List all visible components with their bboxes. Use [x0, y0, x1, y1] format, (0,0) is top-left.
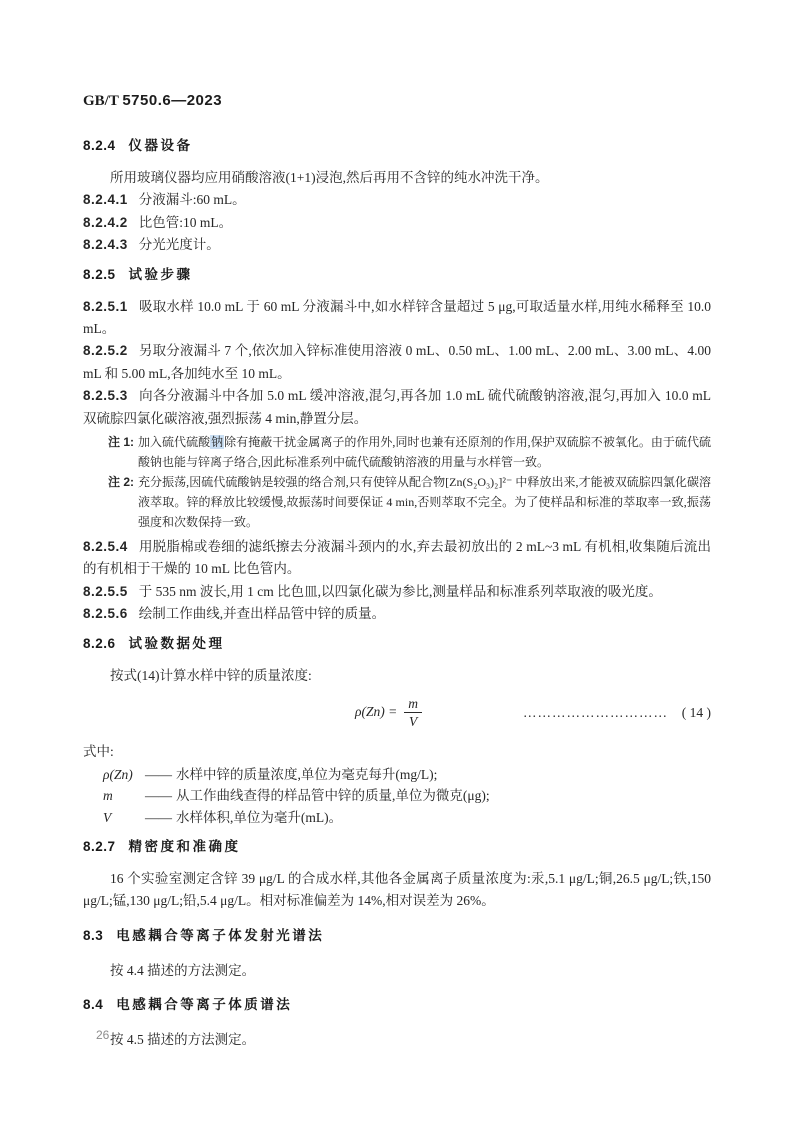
- clause-8-2-5-5: [83, 581, 711, 603]
- heading-number: 8.2.7: [83, 838, 116, 854]
- running-header: [83, 92, 711, 110]
- clause-text: 吸取水样 10.0 mL 于 60 mL 分液漏斗中,如水样锌含量超过 5 μg,可取适量水样,用纯水稀释至 10.0 mL。: [83, 298, 711, 337]
- note-2-text: 充分振荡,因硫代硫酸钠是较强的络合剂,只有使锌从配合物[Zn(S₂O₃)₂]²⁻ 中释放出来,才能被双硫腙四氯化碳溶液萃取。锌的释放比较缓慢,故振荡时间要保证 4 min,否则萃取不完全。为了使样品和标准的萃取率一致,振荡强度和次数保持一致。: [138, 475, 711, 530]
- heading-number: 8.2.6: [83, 635, 116, 651]
- definition-m: [83, 785, 711, 807]
- notes-block: [83, 432, 711, 532]
- definition-dash: ——: [145, 810, 172, 826]
- clause-8-2-4-2: [83, 212, 711, 234]
- heading-number: 8.3: [83, 927, 104, 943]
- text-selection-highlight: 钠: [211, 435, 224, 450]
- clause-8-2-4-3: [83, 234, 711, 256]
- paragraph-precision: 16 个实验室测定含锌 39 μg/L 的合成水样,其他各金属离子质量浓度为:汞,5.1 μg/L;铜,26.5 μg/L;铁,150 μg/L;锰,130 μg/L;铅,5.4 μg/L。相对标准偏差为 14%,相对误差为 26%。: [83, 870, 711, 909]
- clause-text: 向各分液漏斗中各加 5.0 mL 缓冲溶液,混匀,再各加 1.0 mL 硫代硫酸钠溶液,混匀,再加入 10.0 mL 双硫腙四氯化碳溶液,强烈振荡 4 min,静置分层。: [83, 388, 711, 426]
- definition-text: 水样中锌的质量浓度,单位为毫克每升(mg/L);: [176, 766, 438, 782]
- page-number: 26: [96, 1028, 110, 1042]
- clause-text: 分光光度计。: [138, 237, 220, 253]
- definition-rho: [83, 764, 711, 786]
- definition-text: 从工作曲线查得的样品管中锌的质量,单位为微克(μg);: [176, 788, 490, 804]
- definition-symbol: V: [103, 810, 112, 826]
- fraction-numerator: m: [404, 695, 422, 713]
- clause-text: 比色管:10 mL。: [138, 214, 233, 230]
- page-content: [83, 92, 711, 1052]
- symbol-definitions: [83, 764, 711, 829]
- definition-dash: ——: [145, 766, 172, 782]
- standard-number: 5750.6—2023: [122, 92, 223, 109]
- definition-symbol: m: [103, 788, 113, 804]
- clause-text: 用脱脂棉或卷细的滤纸擦去分液漏斗颈内的水,弃去最初放出的 2 mL~3 mL 有机相,收集随后流出的有机相于干燥的 10 mL 比色管内。: [83, 539, 711, 577]
- where-label: 式中:: [83, 744, 114, 760]
- heading-8-2-7: [83, 837, 711, 857]
- clause-8-2-5-6: [83, 603, 711, 625]
- heading-8-4: [83, 995, 711, 1015]
- heading-8-2-4: [83, 136, 711, 156]
- note-1: [83, 432, 711, 472]
- clause-text: 于 535 nm 波长,用 1 cm 比色皿,以四氯化碳为参比,测量样品和标准系列萃取液的吸光度。: [138, 583, 662, 599]
- clause-number: 8.2.5.6: [83, 606, 128, 622]
- clause-text: 绘制工作曲线,并查出样品管中锌的质量。: [138, 606, 386, 622]
- note-2: [83, 472, 711, 532]
- definition-symbol: ρ(Zn): [103, 766, 133, 782]
- equation-number: ( 14 ): [681, 705, 711, 721]
- paragraph-glassware: 所用玻璃仪器均应用硝酸溶液(1+1)浸泡,然后再用不含锌的纯水冲洗干净。: [110, 170, 549, 185]
- equation-14: [83, 693, 711, 733]
- heading-number: 8.2.5: [83, 266, 116, 282]
- clause-8-2-5-1: [83, 296, 711, 341]
- heading-number: 8.4: [83, 997, 104, 1013]
- note-2-label: 注 2:: [108, 475, 135, 490]
- paragraph-8-4: 按 4.5 描述的方法测定。: [110, 1032, 256, 1048]
- heading-title: 仪器设备: [128, 138, 193, 153]
- heading-8-2-6: [83, 634, 711, 654]
- clause-text: 另取分液漏斗 7 个,依次加入锌标准使用溶液 0 mL、0.50 mL、1.00 mL、2.00 mL、3.00 mL、4.00 mL 和 5.00 mL,各加纯水至 10 mL。: [83, 343, 711, 381]
- definition-text: 水样体积,单位为毫升(mL)。: [176, 810, 343, 826]
- heading-title: 电感耦合等离子体发射光谱法: [116, 927, 325, 943]
- definition-dash: ——: [145, 788, 172, 804]
- equation-lhs: ρ(Zn) =: [355, 704, 398, 720]
- clause-number: 8.2.5.5: [83, 583, 128, 599]
- paragraph-8-3: 按 4.4 描述的方法测定。: [110, 962, 256, 978]
- clause-8-2-5-3: [83, 385, 711, 430]
- clause-number: 8.2.4.3: [83, 237, 128, 253]
- note-1-text: [138, 435, 711, 469]
- clause-number: 8.2.4.2: [83, 214, 128, 230]
- note-1-text-pre: 加入硫代硫酸: [138, 435, 211, 450]
- standard-prefix: GB/T: [83, 93, 119, 109]
- clause-number: 8.2.4.1: [83, 192, 128, 208]
- heading-8-2-5: [83, 265, 711, 285]
- paragraph-formula-intro: 按式(14)计算水样中锌的质量浓度:: [110, 667, 312, 683]
- heading-title: 电感耦合等离子体质谱法: [116, 997, 293, 1013]
- clause-number: 8.2.5.3: [83, 388, 128, 404]
- note-1-label: 注 1:: [108, 435, 135, 450]
- clause-8-2-5-2: [83, 340, 711, 385]
- heading-title: 试验步骤: [128, 266, 193, 282]
- equation-expression: [355, 695, 422, 730]
- clause-number: 8.2.5.1: [83, 298, 128, 314]
- fraction-denominator: V: [408, 714, 418, 730]
- clause-8-2-4-1: [83, 189, 711, 211]
- equation-fraction: [404, 695, 422, 730]
- definition-v: [83, 807, 711, 829]
- clause-text: 分液漏斗:60 mL。: [138, 192, 246, 208]
- equation-leader-dots: …………………………: [523, 705, 668, 721]
- heading-8-3: [83, 926, 711, 946]
- heading-title: 试验数据处理: [128, 635, 225, 651]
- clause-number: 8.2.5.4: [83, 539, 128, 555]
- clause-8-2-5-4: [83, 536, 711, 581]
- note-1-text-post: 除有掩蔽干扰金属离子的作用外,同时也兼有还原剂的作用,保护双硫腙不被氧化。由于硫代硫酸钠也能与锌离子络合,因此标准系列中硫代硫酸钠溶液的用量与水样管一致。: [138, 435, 711, 470]
- heading-title: 精密度和准确度: [128, 838, 241, 854]
- clause-number: 8.2.5.2: [83, 343, 128, 359]
- heading-number: 8.2.4: [83, 138, 116, 153]
